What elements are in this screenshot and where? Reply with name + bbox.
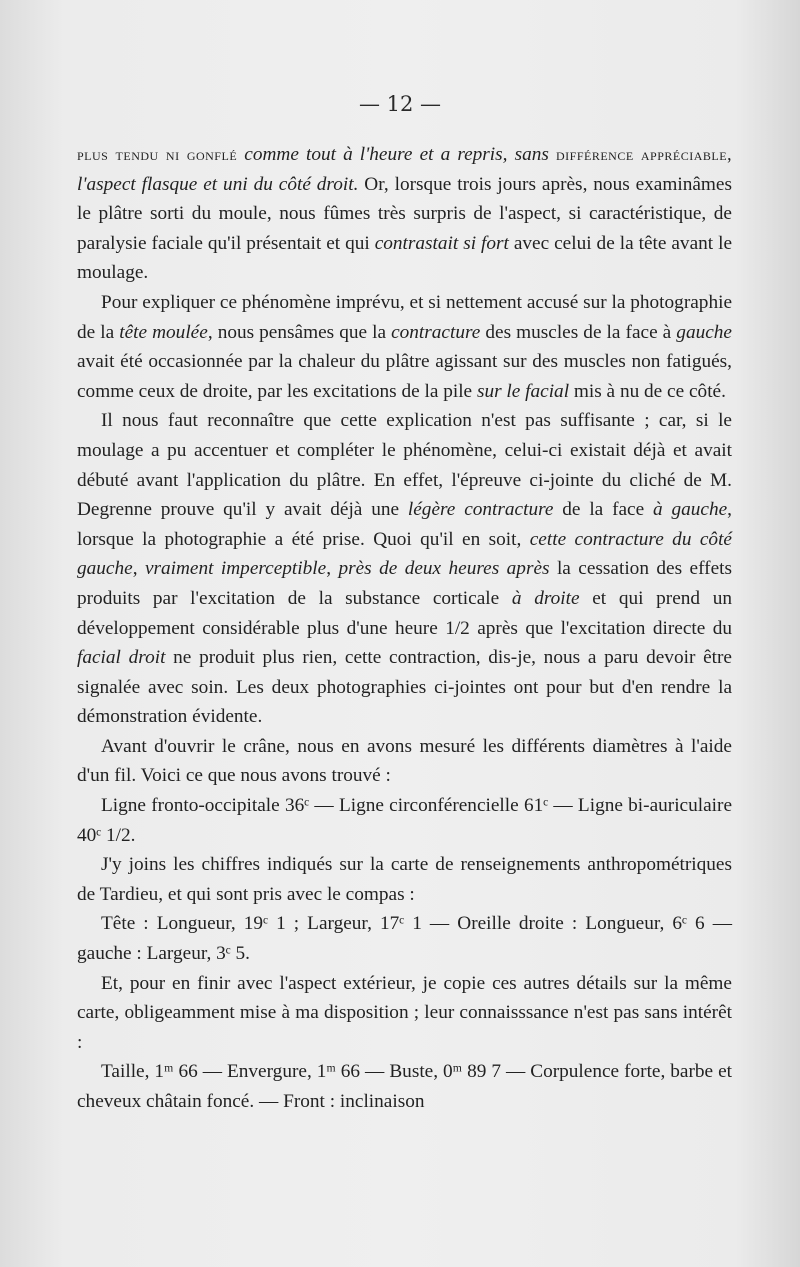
text-run: ne produit plus rien, cette contraction, dis-je, nous a paru devoir être signalée avec soin. Les deux photographies ci-jointes ont pour but d'en rendre la démonstration évidente. [77,647,732,728]
text-run: , [132,558,145,580]
italic-text: cette contracture du côté gauche [77,528,732,580]
italic-text: près de deux heures après [338,558,550,580]
text-run: Or, lorsque trois jours après, nous examinâmes le plâtre sorti du moule, nous fûmes très surpris de l'aspect, si caractéristique, de paralysie faciale qu'il présentait et qui [77,173,732,254]
text-run: avec celui de la tête avant le moulage. [77,232,732,284]
page-number: — 12 — [358,92,442,116]
paragraph [77,969,732,1058]
text-run: , lorsque la photographie a été prise. Quoi qu'il en soit, [77,499,732,550]
text-run: de la face [553,499,653,521]
text-run: , [326,558,339,580]
text-run: et qui prend un développement considérable plus d'une heure 1/2 après que l'excitation directe du [77,587,732,639]
paragraph [77,1057,732,1116]
paragraph [77,791,732,850]
paragraph [77,406,732,732]
text-run: J'y joins les chiffres indiqués sur la carte de renseignements anthropométriques de Tardieu, et qui sont pris avec le compas : [77,854,732,905]
italic-text: vraiment imperceptible [144,558,327,580]
text-run: Avant d'ouvrir le crâne, nous en avons mesuré les différents diamètres à l'aide d'un fil. Voici ce que nous avons trouvé : [77,735,732,787]
page-body-text [77,140,732,1117]
text-run: Pour expliquer ce phénomène imprévu, et si nettement accusé sur la photographie de la [77,291,732,343]
paragraph [77,288,732,406]
italic-text: contracture [391,321,481,343]
text-run: Et, pour en finir avec l'aspect extérieur, je copie ces autres détails sur la même carte, obligeamment mise à ma disposition ; leur connaisssance n'est pas sans intérêt : [77,972,732,1053]
text-run: Ligne fronto-occipitale 36ᶜ — Ligne circonférencielle 61ᶜ — Ligne bi-auriculaire 40ᶜ 1/2. [77,795,732,846]
italic-text: contrastait si fort [374,232,509,254]
text-run: Tête : Longueur, 19ᶜ 1 ; Largeur, 17ᶜ 1 — Oreille droite : Longueur, 6ᶜ 6 — gauche : Largeur, 3ᶜ 5. [77,913,732,965]
paragraph [77,909,732,968]
text-run: mis à nu de ce côté. [569,380,726,402]
italic-text: à droite [511,587,580,609]
italic-text: l'aspect flasque et uni du côté droit. [77,173,359,195]
italic-text: à gauche [653,499,728,521]
paragraph [77,732,732,791]
text-run: des muscles de la face à [480,321,677,343]
text-run: , nous pensâmes que la [207,321,392,343]
italic-text: tête moulée [119,321,208,343]
text-run: avait été occasionnée par la chaleur du plâtre agissant sur des muscles non fatigués, comme ceux de droite, par les excitations de la pile [77,351,732,402]
text-run: Il nous faut reconnaître que cette explication n'est pas suffisante ; car, si le moulage a pu accentuer et compléter le phénomène, celui-ci existait déjà et avait débuté avant l'application du plâtre. En effet, l'épreuve ci-jointe du cliché de M. Degrenne prouve qu'il y avait déjà une [77,410,732,521]
text-run: Taille, 1ᵐ 66 — Envergure, 1ᵐ 66 — Buste, 0ᵐ 89 7 — Corpulence forte, barbe et cheveux châtain foncé. — Front : inclinaison [77,1061,732,1112]
small-caps-text: plus tendu ni gonflé [77,144,238,164]
paragraph [77,850,732,909]
italic-text: comme tout à l'heure et a repris, sans [244,144,549,165]
text-run: la cessation des effets produits par l'excitation de la substance corticale [77,558,732,609]
italic-text: gauche [676,321,732,343]
italic-text: légère contracture [407,499,554,521]
small-caps-text: différence appréciable, [556,144,733,164]
paragraph [77,140,732,288]
italic-text: facial droit [77,647,166,669]
italic-text: sur le facial [476,380,570,402]
text-run [549,144,556,165]
